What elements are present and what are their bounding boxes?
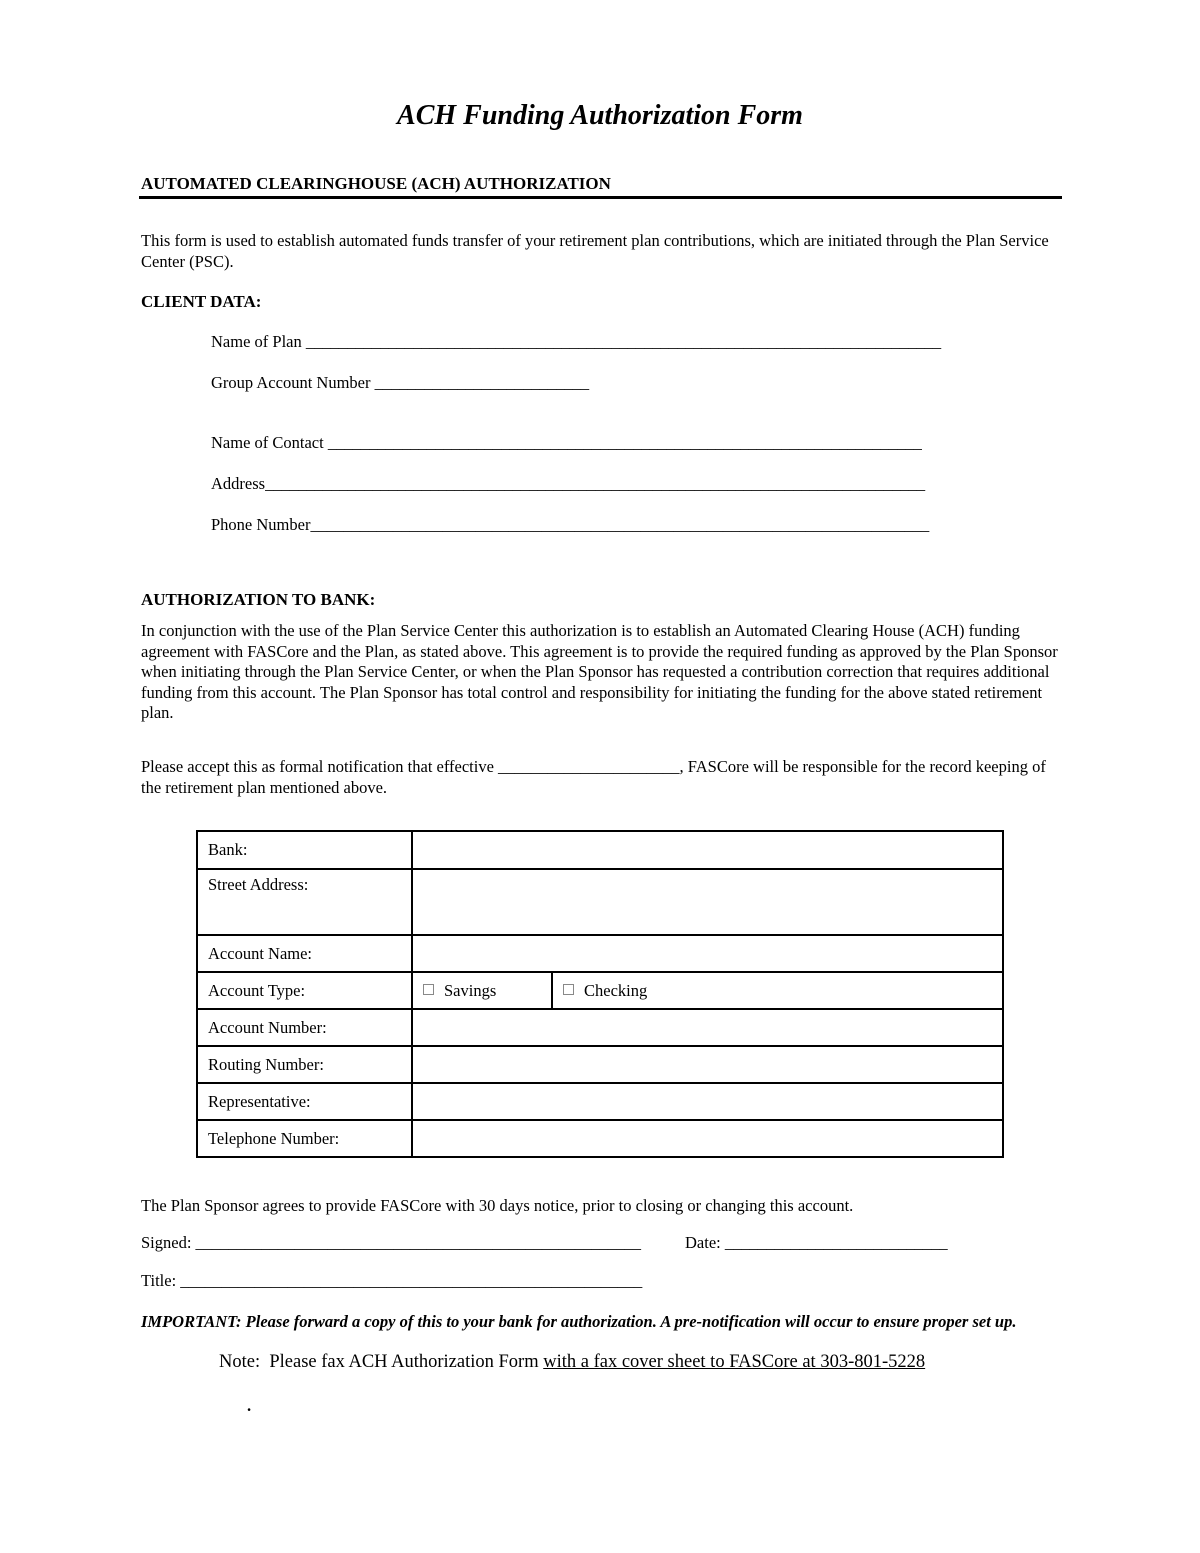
stray-mark: .: [247, 1396, 252, 1415]
bank-input[interactable]: [412, 831, 1003, 869]
intro-paragraph: This form is used to establish automated funds transfer of your retirement plan contributions, which are initiated through the Plan Service Center (PSC).: [141, 231, 1049, 271]
checking-label: Checking: [584, 980, 648, 1000]
ach-section-heading: AUTOMATED CLEARINGHOUSE (ACH) AUTHORIZATION: [141, 174, 611, 193]
phone-number-field[interactable]: Phone Number___________________________________________________________________________: [211, 515, 930, 534]
account-name-row: [197, 935, 1003, 972]
authorization-heading: AUTHORIZATION TO BANK:: [141, 590, 376, 609]
heading-divider: [139, 196, 1062, 199]
savings-option[interactable]: [412, 972, 552, 1009]
savings-label: Savings: [444, 980, 497, 1000]
fax-note: [219, 1352, 925, 1373]
routing-number-label: Routing Number:: [197, 1046, 412, 1083]
routing-number-row: [197, 1046, 1003, 1083]
account-number-input[interactable]: [412, 1009, 1003, 1046]
representative-row: [197, 1083, 1003, 1120]
authorization-paragraph: In conjunction with the use of the Plan Service Center this authorization is to establish an Automated Clearing House (ACH) funding agreement with FASCore and the Plan, as stated above. This agreement is to provide the required funding as approved by the Plan Sponsor when initiating through the Plan Service Center, or when the Plan Sponsor has requested a contribution correction that requires additional funding from this account. The Plan Sponsor has total control and responsibility for initiating the funding for the above stated retirement plan.: [141, 621, 1058, 722]
contact-name-field[interactable]: Name of Contact ________________________________________________________________________: [211, 433, 922, 452]
fax-note-prefix: Note: Please fax ACH Authorization Form: [219, 1352, 544, 1372]
bank-row: [197, 831, 1003, 869]
checking-option[interactable]: [552, 972, 1003, 1009]
account-number-label: Account Number:: [197, 1009, 412, 1046]
address-field[interactable]: Address________________________________________________________________________________: [211, 474, 926, 493]
account-name-input[interactable]: [412, 935, 1003, 972]
street-address-row: [197, 869, 1003, 935]
representative-label: Representative:: [197, 1083, 412, 1120]
account-name-label: Account Name:: [197, 935, 412, 972]
bank-info-table: [196, 830, 1004, 1158]
title-field[interactable]: Title: ________________________________________________________: [141, 1271, 643, 1290]
representative-input[interactable]: [412, 1083, 1003, 1120]
form-title: ACH Funding Authorization Form: [397, 100, 803, 131]
signed-field[interactable]: Signed: ______________________________________________________: [141, 1233, 642, 1252]
account-type-label: Account Type:: [197, 972, 412, 1009]
date-field[interactable]: Date: ___________________________: [685, 1233, 948, 1252]
street-address-input[interactable]: [412, 869, 1003, 935]
client-data-heading: CLIENT DATA:: [141, 292, 262, 311]
group-account-number-field[interactable]: Group Account Number __________________________: [211, 373, 590, 392]
important-notice: IMPORTANT: Please forward a copy of this to your bank for authorization. A pre-notification will occur to ensure proper set up.: [141, 1312, 1017, 1331]
telephone-number-label: Telephone Number:: [197, 1120, 412, 1157]
plan-name-field[interactable]: Name of Plan _____________________________________________________________________________: [211, 332, 942, 351]
sponsor-statement: The Plan Sponsor agrees to provide FASCore with 30 days notice, prior to closing or changing this account.: [141, 1196, 854, 1215]
account-number-row: [197, 1009, 1003, 1046]
street-address-label: Street Address:: [197, 869, 412, 935]
checking-checkbox-icon[interactable]: [563, 984, 574, 995]
telephone-number-row: [197, 1120, 1003, 1157]
savings-checkbox-icon[interactable]: [423, 984, 434, 995]
routing-number-input[interactable]: [412, 1046, 1003, 1083]
bank-label: Bank:: [197, 831, 412, 869]
account-type-row: [197, 972, 1003, 1009]
telephone-number-input[interactable]: [412, 1120, 1003, 1157]
notification-paragraph: Please accept this as formal notification that effective ______________________, FASCore will be responsible for the record keeping of the retirement plan mentioned above.: [141, 757, 1046, 797]
fax-note-number: with a fax cover sheet to FASCore at 303-801-5228: [543, 1352, 926, 1372]
